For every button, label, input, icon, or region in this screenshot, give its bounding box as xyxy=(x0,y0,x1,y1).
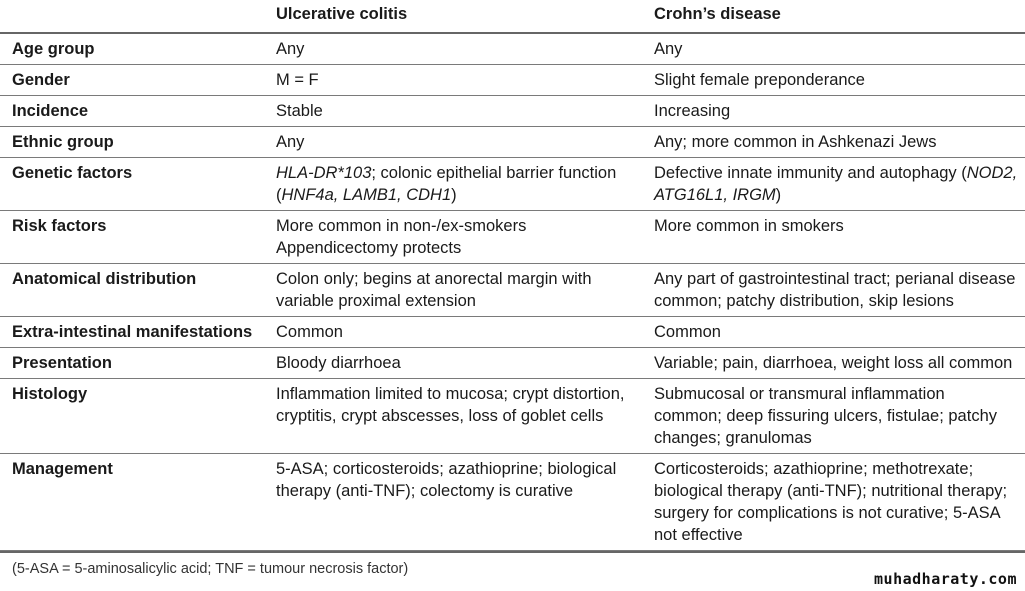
cell-line: Appendicectomy protects xyxy=(276,239,462,257)
cell-line: Any xyxy=(654,40,683,58)
italic-gene-text: HLA-DR*103 xyxy=(276,164,372,182)
row-label: Gender xyxy=(0,65,270,96)
cell-text: ) xyxy=(775,186,782,204)
crohns-disease-cell xyxy=(648,211,1025,264)
table-body xyxy=(0,33,1025,551)
crohns-disease-cell xyxy=(648,158,1025,211)
ulcerative-colitis-cell xyxy=(270,348,648,379)
cell-line: Submucosal or transmural inflammation xyxy=(654,385,945,403)
table-row xyxy=(0,33,1025,65)
table-row xyxy=(0,96,1025,127)
ulcerative-colitis-cell xyxy=(270,454,648,551)
cell-line: More common in smokers xyxy=(654,217,844,235)
crohns-disease-cell xyxy=(648,317,1025,348)
cell-line: Slight female preponderance xyxy=(654,71,865,89)
table-row xyxy=(0,127,1025,158)
ulcerative-colitis-cell xyxy=(270,96,648,127)
cell-line: Colon only; begins at anorectal margin with xyxy=(276,270,592,288)
cell-line: More common in non-/ex-smokers xyxy=(276,217,527,235)
cell-line: Stable xyxy=(276,102,323,120)
ulcerative-colitis-cell xyxy=(270,264,648,317)
table-row xyxy=(0,211,1025,264)
ulcerative-colitis-cell xyxy=(270,65,648,96)
header-ulcerative-colitis: Ulcerative colitis xyxy=(270,0,648,33)
crohns-disease-cell xyxy=(648,127,1025,158)
cell-line: 5-ASA; corticosteroids; azathioprine; biological xyxy=(276,460,617,478)
cell-line xyxy=(276,162,648,184)
cell-line: common; patchy distribution, skip lesions xyxy=(654,292,954,310)
cell-line: changes; granulomas xyxy=(654,429,812,447)
cell-line: Variable; pain, diarrhoea, weight loss all common xyxy=(654,354,1013,372)
row-label: Presentation xyxy=(0,348,270,379)
row-label: Incidence xyxy=(0,96,270,127)
cell-line: therapy (anti-TNF); colectomy is curative xyxy=(276,482,574,500)
footer-rule xyxy=(0,551,1025,553)
crohns-disease-cell xyxy=(648,264,1025,317)
row-label: Ethnic group xyxy=(0,127,270,158)
crohns-disease-cell xyxy=(648,348,1025,379)
row-label: Genetic factors xyxy=(0,158,270,211)
crohns-disease-cell xyxy=(648,33,1025,65)
cell-line: surgery for complications is not curative; 5-ASA xyxy=(654,504,1001,522)
cell-line: Inflammation limited to mucosa; crypt distortion, xyxy=(276,385,625,403)
cell-line: Any part of gastrointestinal tract; perianal disease xyxy=(654,270,1016,288)
cell-line: Any xyxy=(276,40,305,58)
ulcerative-colitis-cell xyxy=(270,317,648,348)
row-label: Age group xyxy=(0,33,270,65)
cell-line: M = F xyxy=(276,71,319,89)
table-row xyxy=(0,454,1025,551)
row-label: Risk factors xyxy=(0,211,270,264)
table-header xyxy=(0,0,1025,33)
cell-line xyxy=(654,162,1025,184)
italic-gene-text: ATG16L1, IRGM xyxy=(654,186,776,204)
header-crohns-disease: Crohn’s disease xyxy=(648,0,1025,33)
cell-line xyxy=(654,184,1025,206)
table-row xyxy=(0,65,1025,96)
crohns-disease-cell xyxy=(648,96,1025,127)
cell-text: Defective innate immunity and autophagy ( xyxy=(654,164,967,182)
cell-line: Bloody diarrhoea xyxy=(276,354,401,372)
table-row xyxy=(0,348,1025,379)
table-row xyxy=(0,158,1025,211)
table-row xyxy=(0,264,1025,317)
italic-gene-text: HNF4a, LAMB1, CDH1 xyxy=(281,186,452,204)
row-label: Anatomical distribution xyxy=(0,264,270,317)
cell-line: Common xyxy=(654,323,721,341)
ulcerative-colitis-cell xyxy=(270,127,648,158)
row-label: Management xyxy=(0,454,270,551)
ulcerative-colitis-cell xyxy=(270,379,648,454)
cell-text: ( xyxy=(276,186,282,204)
header-blank-cell xyxy=(0,0,270,33)
cell-line: Increasing xyxy=(654,102,731,120)
cell-text: ; colonic epithelial barrier function xyxy=(371,164,617,182)
row-label: Extra-intestinal manifestations xyxy=(0,317,270,348)
site-watermark: muhadharaty.com xyxy=(874,570,1017,588)
crohns-disease-cell xyxy=(648,65,1025,96)
table-row xyxy=(0,317,1025,348)
italic-gene-text: NOD2, xyxy=(966,164,1018,182)
cell-line: Common xyxy=(276,323,343,341)
footnote: (5-ASA = 5-aminosalicylic acid; TNF = tumour necrosis factor) xyxy=(12,561,409,577)
cell-line: cryptitis, crypt abscesses, loss of goblet cells xyxy=(276,407,604,425)
ulcerative-colitis-cell xyxy=(270,158,648,211)
cell-line xyxy=(276,184,648,206)
cell-line: Corticosteroids; azathioprine; methotrexate; xyxy=(654,460,974,478)
table-row xyxy=(0,379,1025,454)
header-row xyxy=(0,0,1025,33)
cell-line: Any; more common in Ashkenazi Jews xyxy=(654,133,937,151)
cell-text: ) xyxy=(451,186,457,204)
cell-line: common; deep fissuring ulcers, fistulae; patchy xyxy=(654,407,997,425)
row-label: Histology xyxy=(0,379,270,454)
ulcerative-colitis-cell xyxy=(270,33,648,65)
crohns-disease-cell xyxy=(648,379,1025,454)
crohns-disease-cell xyxy=(648,454,1025,551)
ulcerative-colitis-cell xyxy=(270,211,648,264)
cell-line: biological therapy (anti-TNF); nutritional therapy; xyxy=(654,482,1008,500)
cell-line: variable proximal extension xyxy=(276,292,476,310)
cell-line: Any xyxy=(276,133,305,151)
cell-line: not effective xyxy=(654,526,743,544)
